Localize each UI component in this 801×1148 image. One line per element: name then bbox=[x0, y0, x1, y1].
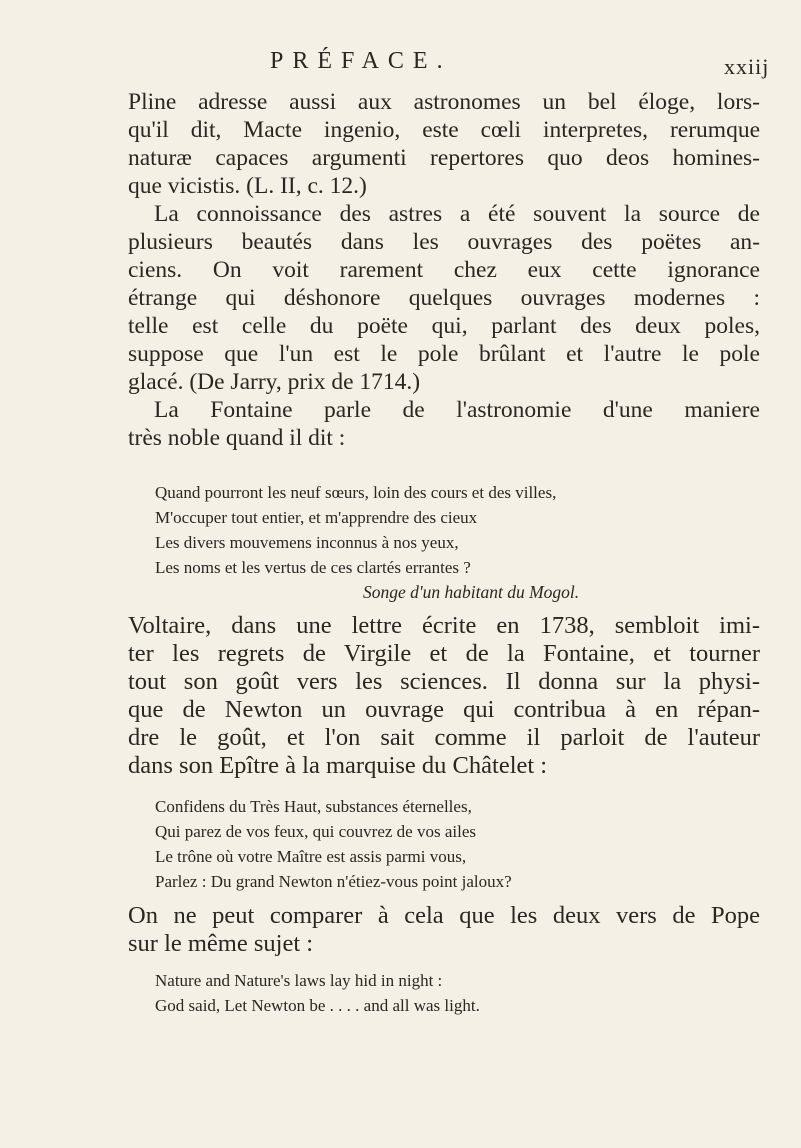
text-line: ter les regrets de Virgile et de la Fontaine, et tourner bbox=[128, 640, 760, 667]
paragraph-connoissance bbox=[128, 200, 760, 396]
text-line: que de Newton un ouvrage qui contribua à en répan- bbox=[128, 696, 760, 723]
paragraph-voltaire bbox=[128, 612, 760, 780]
text-line: Pline adresse aussi aux astronomes un bel éloge, lors- bbox=[128, 89, 760, 115]
page-number: xxiij bbox=[724, 54, 770, 79]
paragraph-pope bbox=[128, 902, 760, 958]
verse-line: M'occuper tout entier, et m'apprendre des cieux bbox=[155, 508, 478, 527]
text-line: qu'il dit, Macte ingenio, este cœli interpretes, rerumque bbox=[128, 117, 760, 143]
text-line: que vicistis. (L. II, c. 12.) bbox=[128, 173, 367, 199]
verse-voltaire bbox=[155, 794, 755, 894]
running-title: PRÉFACE. bbox=[270, 48, 452, 74]
paragraph-la-fontaine bbox=[128, 396, 760, 452]
text-line: La connoissance des astres a été souvent la source de bbox=[154, 201, 760, 227]
verse-line: Les divers mouvemens inconnus à nos yeux, bbox=[155, 533, 459, 552]
verse-line: Le trône où votre Maître est assis parmi vous, bbox=[155, 847, 467, 866]
text-line: Voltaire, dans une lettre écrite en 1738, sembloit imi- bbox=[128, 612, 760, 639]
text-line: dans son Epître à la marquise du Châtelet : bbox=[128, 752, 548, 779]
verse-line: Parlez : Du grand Newton n'étiez-vous point jaloux? bbox=[155, 872, 512, 891]
text-line: naturæ capaces argumenti repertores quo deos homines- bbox=[128, 145, 760, 171]
verse-line: Nature and Nature's laws lay hid in night : bbox=[155, 971, 443, 990]
verse-line: Confidens du Très Haut, substances éternelles, bbox=[155, 797, 472, 816]
text-line: suppose que l'un est le pole brûlant et l'autre le pole bbox=[128, 341, 760, 367]
text-line: dre le goût, et l'on sait comme il parloit de l'auteur bbox=[128, 724, 760, 751]
text-line: glacé. (De Jarry, prix de 1714.) bbox=[128, 369, 421, 395]
text-line: ciens. On voit rarement chez eux cette ignorance bbox=[128, 257, 760, 283]
text-line: étrange qui déshonore quelques ouvrages modernes : bbox=[128, 285, 760, 311]
text-line: sur le même sujet : bbox=[128, 930, 314, 957]
verse-attribution: Songe d'un habitant du Mogol. bbox=[363, 582, 580, 602]
text-line: On ne peut comparer à cela que les deux vers de Pope bbox=[128, 902, 760, 929]
text-line: très noble quand il dit : bbox=[128, 425, 346, 451]
text-line: tout son goût vers les sciences. Il donna sur la physi- bbox=[128, 668, 760, 695]
verse-line: Qui parez de vos feux, qui couvrez de vos ailes bbox=[155, 822, 476, 841]
page-header bbox=[0, 44, 801, 84]
verse-line: God said, Let Newton be . . . . and all was light. bbox=[155, 996, 480, 1015]
text-line: plusieurs beautés dans les ouvrages des poëtes an- bbox=[128, 229, 760, 255]
text-line: telle est celle du poëte qui, parlant des deux poles, bbox=[128, 313, 760, 339]
verse-line: Quand pourront les neuf sœurs, loin des cours et des villes, bbox=[155, 483, 557, 502]
verse-la-fontaine bbox=[155, 480, 755, 605]
verse-line: Les noms et les vertus de ces clartés errantes ? bbox=[155, 558, 471, 577]
paragraph-pline bbox=[128, 88, 760, 200]
verse-pope bbox=[155, 968, 755, 1018]
text-line: La Fontaine parle de l'astronomie d'une maniere bbox=[154, 397, 760, 423]
